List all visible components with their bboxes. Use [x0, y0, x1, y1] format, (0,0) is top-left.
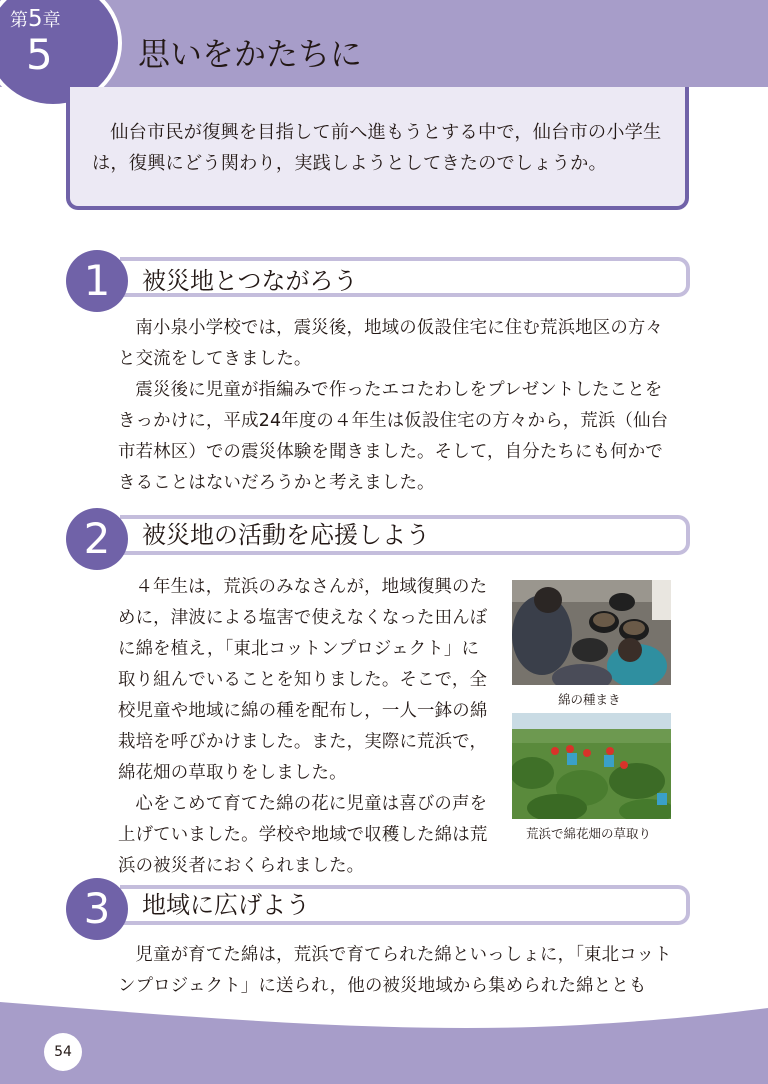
intro-box	[66, 87, 689, 210]
chapter-prefix: 第	[10, 10, 28, 31]
chapter-label	[10, 8, 61, 32]
section-1-header	[66, 250, 690, 312]
page-title: 思いをかたちに	[138, 35, 363, 73]
photo-weeding	[512, 713, 671, 819]
paragraph: 心をこめて育てた綿の花に児童は喜びの声を上げていました。学校や地域で収穫した綿は荒浜の被災者におくられました。	[118, 794, 488, 876]
photo-seed-sowing	[512, 580, 671, 685]
section-number: 1	[66, 250, 128, 312]
paragraph: 震災後に児童が指編みで作ったエコたわしをプレゼントしたことをきっかけに，平成24年度の４年生は仮設住宅の方々から，荒浜（仙台市若林区）での震災体験を聞きました。そして，自分たちにも何かできることはないだろうかと考えました。	[118, 380, 669, 493]
section-title: 被災地とつながろう	[142, 267, 358, 295]
bottom-wave	[0, 990, 768, 1084]
photo-caption: 荒浜で綿花畑の草取り	[526, 826, 652, 841]
section-title: 被災地の活動を応援しよう	[142, 521, 430, 549]
paragraph: ４年生は，荒浜のみなさんが，地域復興のために，津波による塩害で使えなくなった田んぼに綿を植え，「東北コットンプロジェクト」に取り組んでいることを知りました。そこで，全校児童や地域に綿の種を配布し，一人一鉢の綿栽培を呼びかけました。また，実際に荒浜で，綿花畑の草取りをしました。	[118, 577, 488, 783]
chapter-number-big: 5	[26, 30, 53, 79]
chapter-number: 5	[28, 6, 43, 32]
section-title: 地域に広げよう	[142, 891, 310, 919]
section-number: 3	[66, 878, 128, 940]
section-3-header	[66, 878, 690, 940]
paragraph: 児童が育てた綿は，荒浜で育てられた綿といっしょに，「東北コットンプロジェクト」に送られ，他の被災地域から集められた綿ととも	[118, 945, 672, 996]
paragraph: 南小泉小学校では，震災後，地域の仮設住宅に住む荒浜地区の方々と交流をしてきました。	[118, 318, 664, 369]
section-2-header	[66, 508, 690, 570]
photo-caption: 綿の種まき	[558, 692, 621, 707]
section-1-body	[118, 313, 674, 499]
chapter-suffix: 章	[42, 10, 61, 31]
page-number: 54	[44, 1033, 82, 1071]
intro-text: 仙台市民が復興を目指して前へ進もうとする中で，仙台市の小学生は，復興にどう関わり，実践しようとしてきたのでしょうか。	[92, 122, 662, 174]
section-2-body	[118, 572, 496, 882]
section-number: 2	[66, 508, 128, 570]
